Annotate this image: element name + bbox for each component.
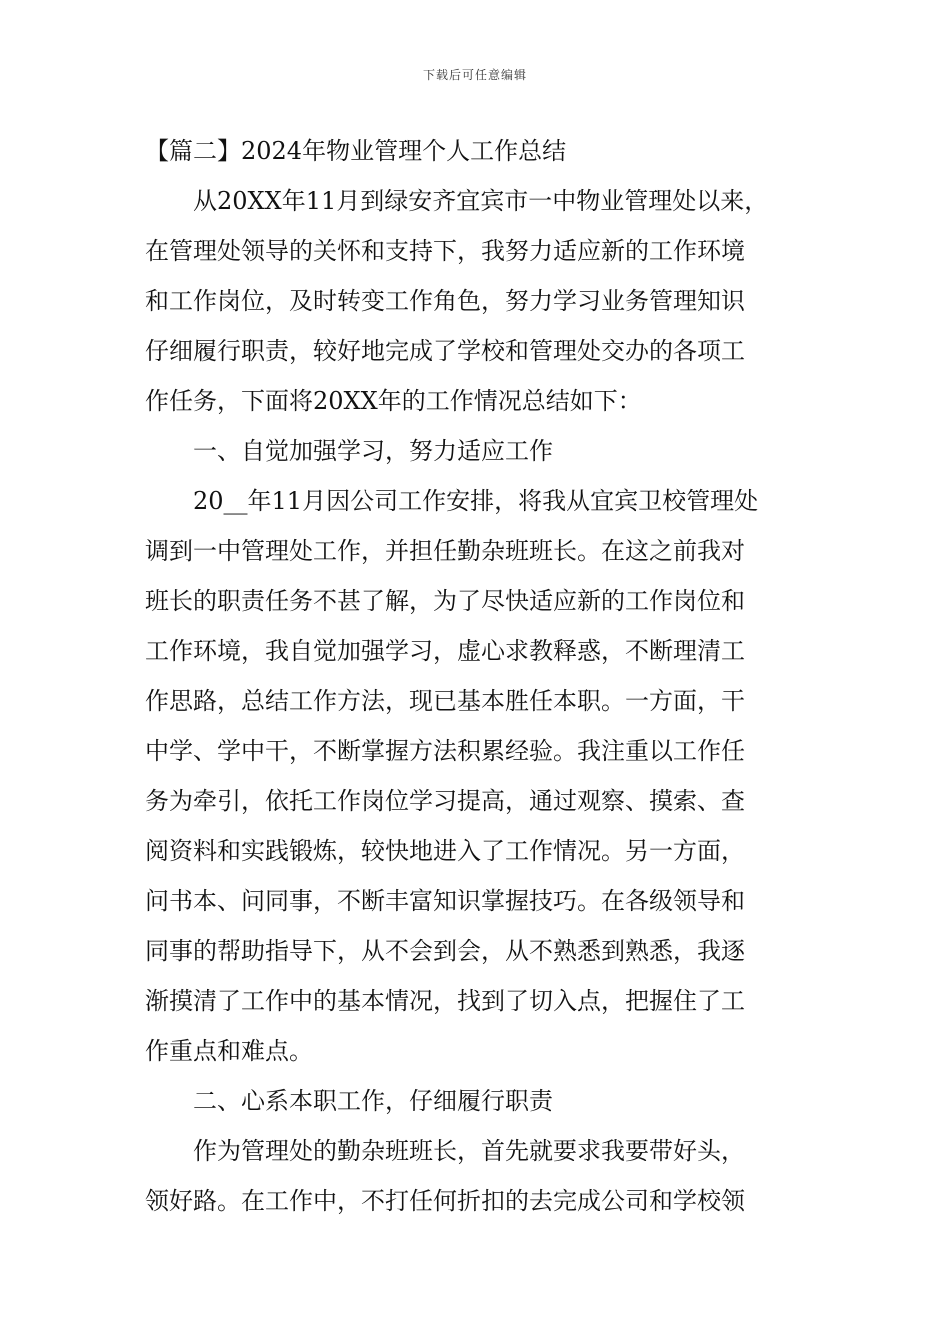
text-line: 作重点和难点。 xyxy=(145,1037,313,1065)
text-line: 作思路，总结工作方法，现已基本胜任本职。一方面，干 xyxy=(145,687,745,715)
section-heading: 二、心系本职工作，仔细履行职责 xyxy=(145,1087,553,1115)
text-line: 仔细履行职责，较好地完成了学校和管理处交办的各项工 xyxy=(145,337,745,365)
text-line: 在管理处领导的关怀和支持下，我努力适应新的工作环境 xyxy=(145,237,745,265)
text-line: 调到一中管理处工作，并担任勤杂班班长。在这之前我对 xyxy=(145,537,745,565)
text-line: 和工作岗位，及时转变工作角色，努力学习业务管理知识 xyxy=(145,287,745,315)
text-line: 务为牵引，依托工作岗位学习提高，通过观察、摸索、查 xyxy=(145,787,745,815)
text-line: 作为管理处的勤杂班班长，首先就要求我要带好头， xyxy=(145,1137,745,1165)
text-line: 领好路。在工作中，不打任何折扣的去完成公司和学校领 xyxy=(145,1187,745,1215)
text-line: 渐摸清了工作中的基本情况，找到了切入点，把握住了工 xyxy=(145,987,745,1015)
text-line: 20__年11月因公司工作安排，将我从宜宾卫校管理处 xyxy=(145,487,759,515)
text-line: 从20XX年11月到绿安齐宜宾市一中物业管理处以来， xyxy=(145,187,769,215)
document-title: 【篇二】2024年物业管理个人工作总结 xyxy=(145,137,567,165)
text-line: 作任务，下面将20XX年的工作情况总结如下： xyxy=(145,387,642,415)
text-line: 班长的职责任务不甚了解，为了尽快适应新的工作岗位和 xyxy=(145,587,745,615)
text-line: 问书本、问同事，不断丰富知识掌握技巧。在各级领导和 xyxy=(145,887,745,915)
section-heading: 一、自觉加强学习，努力适应工作 xyxy=(145,437,553,465)
text-line: 工作环境，我自觉加强学习，虚心求教释惑，不断理清工 xyxy=(145,637,745,665)
document-body xyxy=(145,126,809,1226)
text-line: 同事的帮助指导下，从不会到会，从不熟悉到熟悉，我逐 xyxy=(145,937,745,965)
body-text xyxy=(145,176,809,1226)
text-line: 中学、学中干，不断掌握方法积累经验。我注重以工作任 xyxy=(145,737,745,765)
header-note: 下载后可任意编辑 xyxy=(422,68,527,82)
text-line: 阅资料和实践锻炼，较快地进入了工作情况。另一方面， xyxy=(145,837,745,865)
